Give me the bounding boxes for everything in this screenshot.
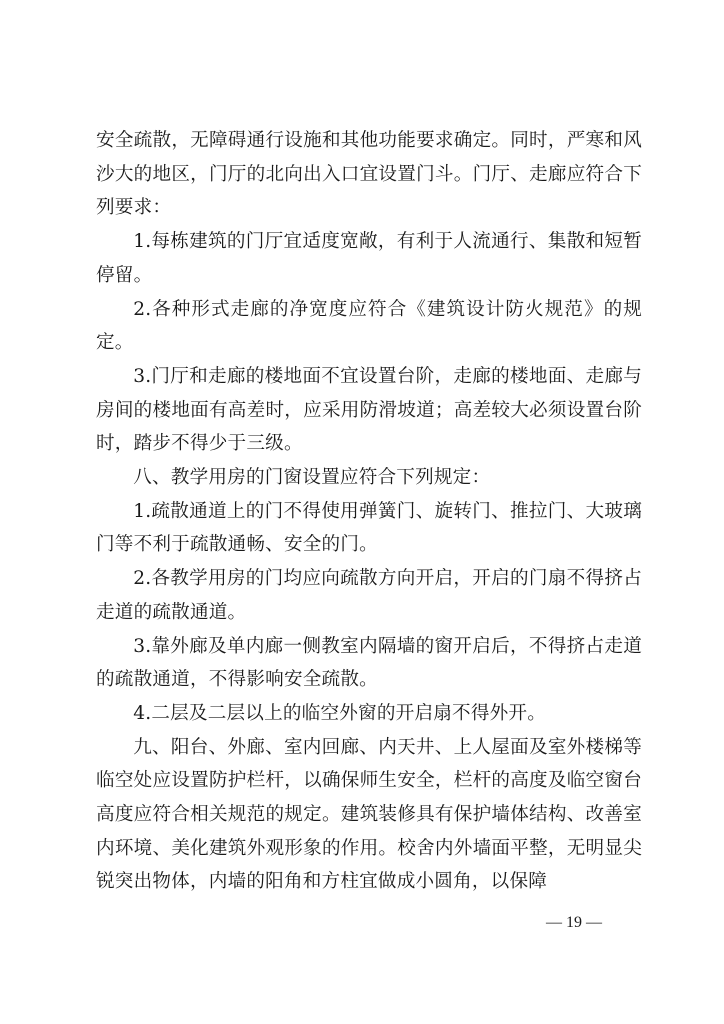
section-heading-8: 八、教学用房的门窗设置应符合下列规定： <box>133 467 491 489</box>
paragraph-item-1-lobby: 1.每栋建筑的门厅宜适度宽敞，有利于人流通行、集散和短暂停留。 <box>96 231 642 286</box>
paragraph-item-2-corridor: 2.各种形式走廊的净宽度应符合《建筑设计防火规范》的规定。 <box>96 298 642 354</box>
paragraph-door-item-3: 3.靠外廊及单内廊一侧教室内隔墙的窗开启后，不得挤占走道的疏散通道，不得影响安全疏散。 <box>96 635 642 691</box>
paragraph-door-item-2: 2.各教学用房的门均应向疏散方向开启，开启的门扇不得挤占走道的疏散通道。 <box>96 568 642 623</box>
section-heading-9: 九、阳台、外廊、室内回廊、内天井、上人屋面及室外楼梯等临空处应设置防护栏杆，以确保师生安全，栏杆的高度及临空窗台高度应符合相关规范的规定。建筑装修具有保护墙体结构、改善室内环境、美化建筑外观形象的作用。校舍内外墙面平整，无明显尖锐突出物体，内墙的阳角和方柱宜做成小圆角，以保障 <box>96 736 642 893</box>
page-number: — 19 — <box>546 914 602 931</box>
paragraph-door-item-1: 1.疏散通道上的门不得使用弹簧门、旋转门、推拉门、大玻璃门等不利于疏散通畅、安全的门。 <box>96 500 642 556</box>
paragraph-continuation: 安全疏散，无障碍通行设施和其他功能要求确定。同时，严寒和风沙大的地区，门厅的北向出入口宜设置门斗。门厅、走廊应符合下列要求： <box>96 130 642 219</box>
paragraph-item-3-floor: 3.门厅和走廊的楼地面不宜设置台阶，走廊的楼地面、走廊与房间的楼地面有高差时，应采用防滑坡道；高差较大必须设置台阶时，踏步不得少于三级。 <box>96 365 642 455</box>
paragraph-door-item-4: 4.二层及二层以上的临空外窗的开启扇不得外开。 <box>133 702 546 724</box>
body-text <box>96 124 642 899</box>
